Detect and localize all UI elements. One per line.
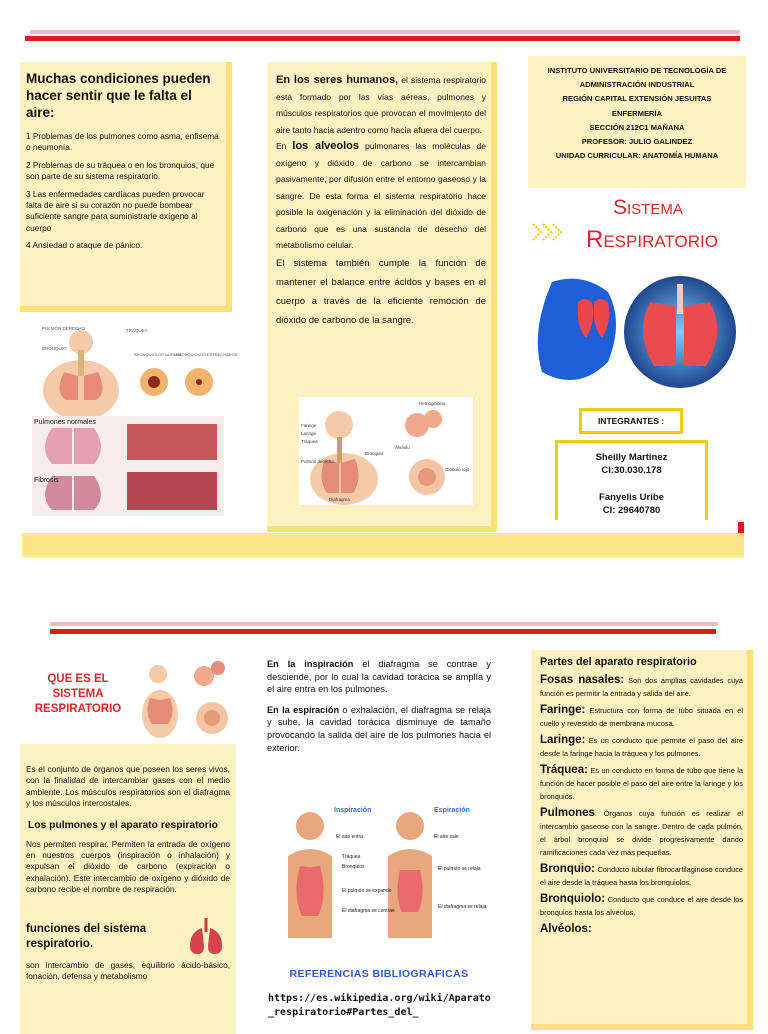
member-ci: CI:30.030.178 [601,465,662,476]
diagram-label: Alvéolo [395,445,410,450]
header-line: PROFESOR: JULIO GALINDEZ [581,137,693,147]
diagram-label: Tráquea [342,854,361,860]
paragraph-humans [276,72,486,138]
part-term: Alvéolos: [540,923,592,935]
part-term: Faringe: [540,704,586,716]
member-name: Sheilly Martinez [595,452,668,463]
condition-item: 1 Problemas de los pulmones como asma, enfisema o neumonía. [26,131,219,153]
part-desc: Es un conducto que permite el paso del aire desde la faringe hacia la tráquea y los pulmones. [540,736,743,758]
inspiracion-paragraph [267,658,491,696]
condition-item: 4 Ansiedad o ataque de pánico. [26,240,143,251]
lead-text: En la espiración [267,704,340,715]
part-alveolos [540,923,743,936]
lead-text: En la inspiración [267,659,354,669]
part-fosas-nasales [540,674,743,700]
breathing-mechanics-text [267,658,491,754]
diagram-label: Tráquea [301,439,318,444]
header-line: INSTITUTO UNIVERSITARIO DE TECNOLOGÍA DE ADMINISTRACIÓN INDUSTRIAL [547,66,727,90]
diagram-label: BRONQUIOLOS NORMAL [134,352,183,357]
part-desc: Conducto que conduce el aire desde los bronquios hasta los alvéolos. [540,895,743,917]
diagram-label: El aire entra [336,834,363,840]
title-line-2: Respiratorio [586,226,718,253]
part-desc: Son dos amplias cavidades cuya función es permitir la entrada y salida del aire. [540,676,743,698]
lungs-text: Nos permiten respirar. Permiten la entrada de oxígeno en nuestros cuerpos (inspiración o inhalación) y expulsan el dióxido de carbono (expiración o exhalación). Este intercambio de oxígeno y dióxido de carbono recibe el nombre de respiración. [26,838,230,895]
paragraph-balance: El sistema también cumple la función de mantener el balance entre ácidos y bases en el cuerpo a través de la eficiente remoción de dióxido de carbono de la sangre. [276,257,486,326]
part-term: Fosas nasales: [540,674,625,686]
lungs-icon [186,916,226,956]
part-term: Bronquio: [540,863,595,875]
diagram-label: Fibrosis [34,477,59,484]
respiratory-anatomy-diagram [299,397,473,505]
lead-text: En los seres humanos, [276,74,399,86]
diagram-label: BRONQUIO [42,346,67,351]
diagram-label: Glóbulo rojo [445,467,470,472]
parts-heading: Partes del aparato respiratorio [540,656,697,668]
definition-text: Es el conjunto de órganos que poseen los seres vivos, con la finalidad de intercambiar gases con el medio ambiente. Los músculos respiratorios son el diafragma y los músculos intercostales. [26,764,230,809]
body-text: o exhalación, el diafragma se relaja y sube, la cavidad torácica disminuye de tamaño provocando la salida del aire de los pulmones hacia el exterior. [267,704,491,753]
part-term: Laringe: [540,734,586,746]
references-heading: REFERENCIAS BIBLIOGRAFICAS [289,968,469,980]
part-desc: : Órganos cuya función es realizar el intercambio gaseoso con la sangre. Dentro de cada pulmón, el árbol bronquial se divide progresivamente dando ramificaciones cada vez más pequeñas. [540,809,743,857]
funciones-heading: funciones del sistema respiratorio. [26,922,147,950]
part-term: Tráquea: [540,764,588,776]
institution-header-panel [528,56,746,188]
diagram-label: Diafragma [329,497,350,502]
diagram-label: El pulmón se expande [342,888,392,894]
part-traquea [540,764,743,803]
diagram-label: BRONQUIOLOS ESTRECHADOS [176,352,238,357]
diagram-label: TRÁQUEA [126,328,148,333]
part-desc: Conducto tubular fibrocartilaginoso conduce el aire desde la tráquea hasta los bronquiolos. [540,865,743,887]
part-term: Bronquiolo: [540,893,606,905]
header-line: UNIDAD CURRICULAR: ANATOMÍA HUMANA [555,151,719,161]
body-text: el diafragma se contrae y desciende, por lo cual la cavidad torácica se amplía y el aire entra en los pulmones. [267,659,491,695]
part-bronquiolo [540,893,743,919]
parts-panel [531,650,753,1030]
brochure-title [586,196,746,254]
top-red-stripe-2 [50,629,716,634]
diagram-label: Laringe [301,431,317,436]
body-text: el sistema respiratorio está formado por las vías aéreas, pulmones y músculos respiratorios que provocan el movimiento del aire tanto hacia adentro como hacia afuera del cuerpo. [276,75,486,135]
part-desc: Estructura con forma de tubo situada en el cuello y revestido de membrana mucosa. [540,706,743,728]
members-box [555,440,708,520]
body-text: En [276,141,293,151]
condition-item: 2 Problemas de su tráquea o en los bronquios, que son parte de su sistema respiratorio. [26,159,215,182]
title-line-1: Sistema [613,196,683,219]
inspiration-expiration-diagram [278,796,487,938]
member-ci: CI: 29640780 [602,505,661,516]
conditions-title: Muchas condiciones pueden hacer sentir que le falta el aire: [26,71,211,120]
diagram-label: El diafragma se contrae [342,908,395,914]
diagram-label: Hemoglobina [419,401,446,406]
header-line: REGIÓN CAPITAL EXTENSIÓN JESUITAS [562,94,712,104]
diagram-label: Pulmones normales [34,419,96,426]
que-es-heading: QUE ES EL SISTEMA RESPIRATORIO [34,673,122,715]
diagram-label: El aire sale [434,834,459,840]
diagram-label: El diafragma se relaja [438,904,487,910]
diagram-label: Bronquios [342,864,365,870]
part-desc: Es un conducto en forma de tubo que tiene la función de hacer posible el paso del aire entre la laringe y los bronquios. [540,766,743,801]
part-laringe [540,734,743,760]
part-faringe [540,704,743,730]
diagram-label: Bronquio [365,451,384,456]
part-term: Pulmones [540,807,595,819]
header-line: ENFERMERÍA [611,108,663,118]
part-pulmones [540,807,743,859]
paragraph-alveolos [276,138,486,254]
reference-link[interactable]: https://es.wikipedia.org/wiki/Aparato_respiratorio#Partes_del_ [268,993,491,1018]
respiratory-system-thumbnail [136,654,238,742]
fibrosis-diagram [32,416,224,516]
diagram-title: Espiración [434,807,470,814]
definition-panel [20,744,236,1034]
lungs-illustration [532,272,738,392]
bottom-yellow-band [22,533,744,557]
lungs-subheading: Los pulmones y el aparato respiratorio [28,819,218,831]
top-red-stripe [25,36,740,41]
top-pink-stripe [30,30,740,34]
lead-text: los alveolos [292,140,360,152]
top-pink-stripe-2 [50,622,718,626]
funciones-text: son intercambio de gases, equilibrio ácido-básico, fonación, defensa y metabolismo [26,959,230,982]
conditions-panel [20,62,232,312]
diagram-label: PULMÓN DERECHO [42,326,86,331]
espiracion-paragraph [267,704,491,754]
airway-diagram [36,320,238,404]
diagram-label: Pulmón derecho [301,459,334,464]
diagram-label: El pulmón se relaja [438,866,481,872]
member-name: Fanyelis Uribe [599,492,664,503]
condition-item: 3 Las enfermedades cardíacas pueden provocar falta de aire si su corazón no puede bombear suficiente sangre para suministrarle oxígeno al cuerpo [26,188,205,233]
body-text: pulmonares las moléculas de oxígeno y dióxido de carbono se intercambian pasivamente, por difusión entre el entorno gaseoso y la sangre. De esta forma el sistema respiratorio hace posible la oxigenación y la eliminación del dióxido de carbono que es una sustancia de desecho del metabolismo celular. [276,141,486,250]
humans-info-panel [267,62,497,532]
diagram-title: Inspiración [334,807,372,814]
part-bronquio [540,863,743,889]
diagram-label: Faringe [301,423,317,428]
integrantes-label: INTEGRANTES : [579,408,683,434]
chevron-arrows-icon [531,220,571,244]
header-line: SECCIÓN 212C1 MAÑANA [589,122,685,132]
